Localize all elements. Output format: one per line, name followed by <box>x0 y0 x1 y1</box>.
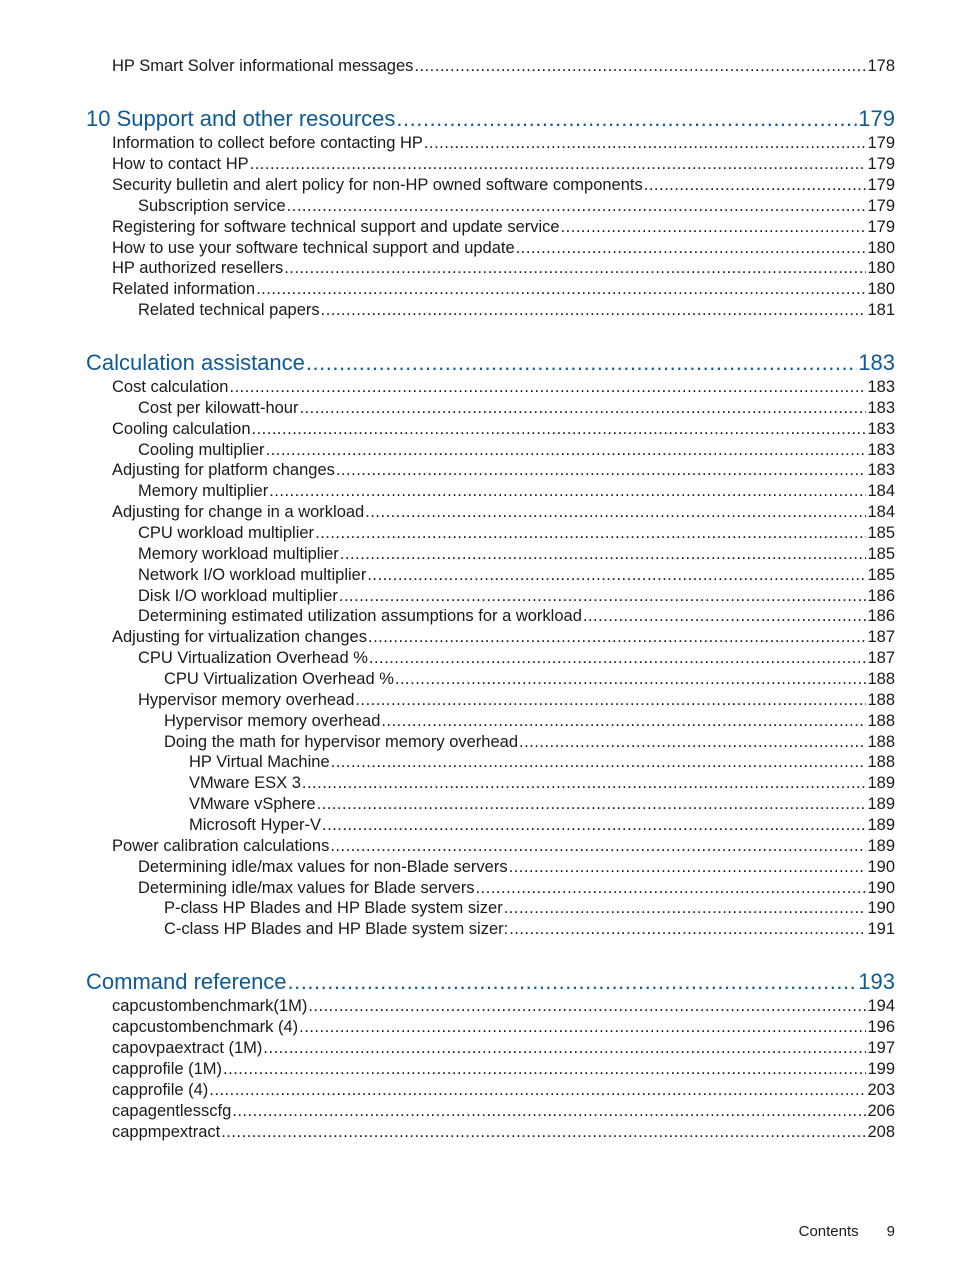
page-number: 190 <box>867 899 895 917</box>
page-number: 184 <box>867 503 895 521</box>
toc-entry[interactable] <box>138 606 895 627</box>
dot-leader <box>331 752 867 773</box>
page-footer <box>799 1222 895 1242</box>
dot-leader <box>509 857 867 878</box>
toc-entry[interactable] <box>189 794 895 815</box>
dot-leader <box>509 919 866 940</box>
dot-leader <box>396 105 857 133</box>
entry-title: Memory multiplier <box>138 482 269 500</box>
dot-leader <box>250 154 867 175</box>
dot-leader <box>288 968 858 996</box>
dot-leader <box>315 523 866 544</box>
page-number: 188 <box>867 670 895 688</box>
entry-title: Determining idle/max values for Blade servers <box>138 879 475 897</box>
entry-title: How to use your software technical support and update <box>112 239 515 257</box>
toc-chapter-heading[interactable] <box>86 349 895 377</box>
page-number: 190 <box>867 879 895 897</box>
dot-leader <box>302 773 867 794</box>
toc-entry[interactable] <box>138 544 895 565</box>
dot-leader <box>583 606 867 627</box>
toc-entry[interactable] <box>112 175 895 196</box>
toc-entry[interactable] <box>189 752 895 773</box>
dot-leader <box>317 794 867 815</box>
page-number: 179 <box>867 176 895 194</box>
page-number: 190 <box>867 858 895 876</box>
toc-entry[interactable] <box>138 857 895 878</box>
dot-leader <box>561 217 867 238</box>
chapter-title: Calculation assistance <box>86 350 305 375</box>
page-number: 180 <box>867 280 895 298</box>
entry-title: VMware ESX 3 <box>189 774 301 792</box>
entry-title: Cooling calculation <box>112 420 251 438</box>
dot-leader <box>368 627 866 648</box>
page-number: 187 <box>867 628 895 646</box>
page-number: 186 <box>867 587 895 605</box>
toc-entry[interactable] <box>164 711 895 732</box>
toc-entry[interactable] <box>112 56 895 77</box>
entry-title: Disk I/O workload multiplier <box>138 587 338 605</box>
entry-title: VMware vSphere <box>189 795 316 813</box>
dot-leader <box>504 898 867 919</box>
dot-leader <box>209 1080 866 1101</box>
toc-entry[interactable] <box>138 523 895 544</box>
page-number: 179 <box>867 134 895 152</box>
toc-entry[interactable] <box>112 460 895 481</box>
toc-entry[interactable] <box>112 502 895 523</box>
dot-leader <box>381 711 866 732</box>
toc-entry[interactable] <box>164 898 895 919</box>
toc-entry[interactable] <box>138 565 895 586</box>
dot-leader <box>355 690 866 711</box>
toc-entry[interactable] <box>138 300 895 321</box>
toc-entry[interactable] <box>138 398 895 419</box>
dot-leader <box>516 238 867 259</box>
toc-entry[interactable] <box>112 133 895 154</box>
toc-entry[interactable] <box>112 279 895 300</box>
page-number: 183 <box>867 420 895 438</box>
page-number: 188 <box>867 733 895 751</box>
dot-leader <box>256 279 866 300</box>
footer-page-number: 9 <box>886 1223 895 1240</box>
page-number: 183 <box>867 461 895 479</box>
page-number: 206 <box>867 1102 895 1120</box>
entry-title: Network I/O workload multiplier <box>138 566 367 584</box>
page-number: 185 <box>867 524 895 542</box>
dot-leader <box>308 996 866 1017</box>
toc-entry[interactable] <box>138 690 895 711</box>
page-number: 189 <box>867 774 895 792</box>
entry-title: Related information <box>112 280 256 298</box>
toc-entry[interactable] <box>138 196 895 217</box>
page-number: 194 <box>867 997 895 1015</box>
entry-title: Subscription service <box>138 197 286 215</box>
dot-leader <box>306 349 857 377</box>
toc-entry[interactable] <box>189 815 895 836</box>
dot-leader <box>424 133 867 154</box>
chapter-title: 10 Support and other resources <box>86 106 396 131</box>
page-number: 208 <box>867 1123 895 1141</box>
page-number: 203 <box>867 1081 895 1099</box>
page-number: 186 <box>867 607 895 625</box>
toc-entry[interactable] <box>112 1059 895 1080</box>
dot-leader <box>299 398 866 419</box>
entry-title: Related technical papers <box>138 301 320 319</box>
toc-entry[interactable] <box>112 1080 895 1101</box>
page-number: 183 <box>858 350 895 375</box>
entry-title: HP authorized resellers <box>112 259 284 277</box>
page-number: 197 <box>867 1039 895 1057</box>
entry-title: Cost calculation <box>112 378 229 396</box>
dot-leader <box>223 1059 866 1080</box>
entry-title: HP Virtual Machine <box>189 753 330 771</box>
entry-title: Determining idle/max values for non-Blade servers <box>138 858 508 876</box>
dot-leader <box>369 648 867 669</box>
page-number: 183 <box>867 378 895 396</box>
dot-leader <box>340 544 867 565</box>
page-number: 193 <box>858 969 895 994</box>
dot-leader <box>367 565 866 586</box>
toc-entry[interactable] <box>138 878 895 899</box>
page-number: 179 <box>867 218 895 236</box>
dot-leader <box>322 815 866 836</box>
page-number: 181 <box>867 301 895 319</box>
entry-title: capagentlesscfg <box>112 1102 232 1120</box>
entry-title: capcustombenchmark (4) <box>112 1018 299 1036</box>
toc-entry[interactable] <box>112 836 895 857</box>
entry-title: CPU workload multiplier <box>138 524 315 542</box>
entry-title: CPU Virtualization Overhead % <box>164 670 394 688</box>
entry-title: Memory workload multiplier <box>138 545 339 563</box>
page-number: 179 <box>867 197 895 215</box>
entry-title: P-class HP Blades and HP Blade system sizer <box>164 899 503 917</box>
entry-title: How to contact HP <box>112 155 249 173</box>
dot-leader <box>263 1038 866 1059</box>
toc-entry[interactable] <box>112 154 895 175</box>
dot-leader <box>299 1017 866 1038</box>
entry-title: Adjusting for change in a workload <box>112 503 365 521</box>
page-number: 180 <box>867 259 895 277</box>
page-number: 180 <box>867 239 895 257</box>
dot-leader <box>269 481 866 502</box>
toc-entry[interactable] <box>164 919 895 940</box>
toc-entry[interactable] <box>112 419 895 440</box>
page-number: 189 <box>867 816 895 834</box>
toc-entry[interactable] <box>138 440 895 461</box>
entry-title: Hypervisor memory overhead <box>164 712 381 730</box>
dot-leader <box>365 502 866 523</box>
toc-entry[interactable] <box>112 377 895 398</box>
entry-title: Registering for software technical support and update service <box>112 218 560 236</box>
page-number: 179 <box>867 155 895 173</box>
toc-entry[interactable] <box>189 773 895 794</box>
toc-entry[interactable] <box>112 258 895 279</box>
toc-entry[interactable] <box>112 1122 895 1143</box>
dot-leader <box>252 419 867 440</box>
toc-entry[interactable] <box>164 669 895 690</box>
toc-entry[interactable] <box>164 732 895 753</box>
toc-entry[interactable] <box>138 586 895 607</box>
entry-title: Power calibration calculations <box>112 837 330 855</box>
toc-entry[interactable] <box>112 1038 895 1059</box>
dot-leader <box>519 732 866 753</box>
page-number: 196 <box>867 1018 895 1036</box>
toc-entry[interactable] <box>112 238 895 259</box>
entry-title: Cost per kilowatt-hour <box>138 399 299 417</box>
dot-leader <box>284 258 866 279</box>
chapter-title: Command reference <box>86 969 287 994</box>
page-number: 183 <box>867 399 895 417</box>
dot-leader <box>229 377 866 398</box>
entry-title: Adjusting for virtualization changes <box>112 628 367 646</box>
page-number: 189 <box>867 837 895 855</box>
page-number: 187 <box>867 649 895 667</box>
page-number: 185 <box>867 566 895 584</box>
dot-leader <box>266 440 867 461</box>
dot-leader <box>321 300 867 321</box>
entry-title: capprofile (4) <box>112 1081 209 1099</box>
entry-title: Adjusting for platform changes <box>112 461 335 479</box>
dot-leader <box>395 669 867 690</box>
toc-entry[interactable] <box>112 217 895 238</box>
dot-leader <box>221 1122 866 1143</box>
dot-leader <box>339 586 867 607</box>
toc-entry[interactable] <box>112 996 895 1017</box>
dot-leader <box>644 175 867 196</box>
dot-leader <box>414 56 866 77</box>
page-number: 183 <box>867 441 895 459</box>
page-number: 188 <box>867 712 895 730</box>
entry-title: CPU Virtualization Overhead % <box>138 649 368 667</box>
toc-entry[interactable] <box>112 1101 895 1122</box>
page-number: 191 <box>867 920 895 938</box>
entry-title: Determining estimated utilization assumptions for a workload <box>138 607 582 625</box>
entry-title: Cooling multiplier <box>138 441 265 459</box>
page-number: 178 <box>867 57 895 75</box>
dot-leader <box>336 460 867 481</box>
page-number: 184 <box>867 482 895 500</box>
toc-chapter-heading[interactable] <box>86 105 895 133</box>
toc-entry[interactable] <box>112 627 895 648</box>
entry-title: Doing the math for hypervisor memory overhead <box>164 733 518 751</box>
entry-title: cappmpextract <box>112 1123 221 1141</box>
dot-leader <box>287 196 867 217</box>
page-number: 188 <box>867 753 895 771</box>
entry-title: capovpaextract (1M) <box>112 1039 263 1057</box>
entry-title: HP Smart Solver informational messages <box>112 57 414 75</box>
entry-title: capprofile (1M) <box>112 1060 223 1078</box>
dot-leader <box>232 1101 866 1122</box>
entry-title: Security bulletin and alert policy for non-HP owned software components <box>112 176 643 194</box>
entry-title: Hypervisor memory overhead <box>138 691 355 709</box>
toc-entry[interactable] <box>138 481 895 502</box>
entry-title: Microsoft Hyper-V <box>189 816 322 834</box>
page-number: 199 <box>867 1060 895 1078</box>
dot-leader <box>330 836 866 857</box>
page-number: 179 <box>858 106 895 131</box>
page-number: 188 <box>867 691 895 709</box>
toc-chapter-heading[interactable] <box>86 968 895 996</box>
page-number: 185 <box>867 545 895 563</box>
page-number: 189 <box>867 795 895 813</box>
dot-leader <box>476 878 867 899</box>
entry-title: C-class HP Blades and HP Blade system sizer: <box>164 920 509 938</box>
toc-entry[interactable] <box>138 648 895 669</box>
entry-title: capcustombenchmark(1M) <box>112 997 308 1015</box>
entry-title: Information to collect before contacting HP <box>112 134 423 152</box>
toc-entry[interactable] <box>112 1017 895 1038</box>
footer-label: Contents <box>798 1223 859 1240</box>
